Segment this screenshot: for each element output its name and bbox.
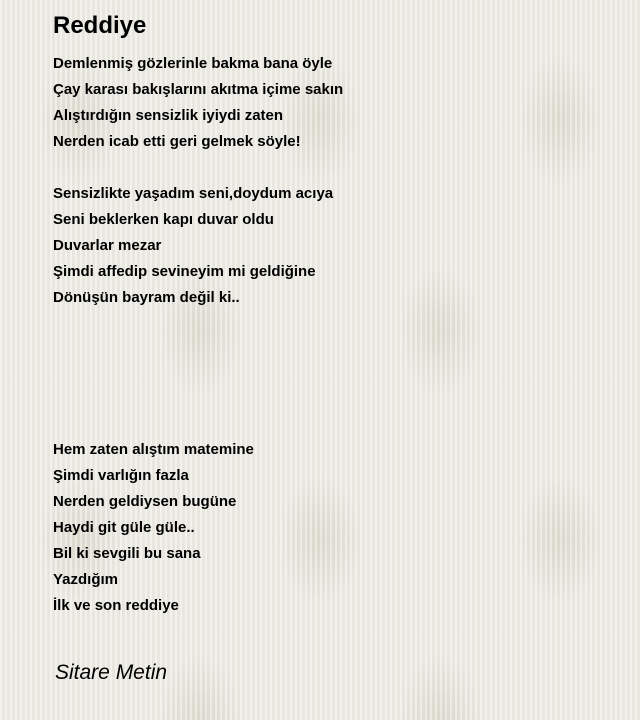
poem-title: Reddiye — [53, 12, 147, 39]
poem-line: Bil ki sevgili bu sana — [53, 545, 201, 562]
poem-line: Dönüşün bayram değil ki.. — [53, 289, 240, 306]
poem-line: Nerden geldiysen bugüne — [53, 493, 237, 510]
poem-line: Şimdi affedip sevineyim mi geldiğine — [53, 263, 316, 280]
poem-line: Şimdi varlığın fazla — [53, 467, 189, 484]
poem-line: Nerden icab etti geri gelmek söyle! — [53, 133, 301, 150]
poem-line: Alıştırdığın sensizlik iyiydi zaten — [53, 107, 284, 124]
poem-line: Sensizlikte yaşadım seni,doydum acıya — [53, 185, 334, 202]
poem-line: Hem zaten alıştım matemine — [53, 441, 254, 458]
poem-line: Haydi git güle güle.. — [53, 519, 195, 536]
poem-line: Duvarlar mezar — [53, 237, 162, 254]
poem-line: Çay karası bakışlarını akıtma içime sakın — [53, 81, 344, 98]
poem-line: Yazdığım — [53, 571, 119, 588]
poem-line: Seni beklerken kapı duvar oldu — [53, 211, 274, 228]
poem-author: Sitare Metin — [55, 661, 168, 684]
poem-line: İlk ve son reddiye — [53, 597, 179, 614]
poem-line: Demlenmiş gözlerinle bakma bana öyle — [53, 55, 333, 72]
